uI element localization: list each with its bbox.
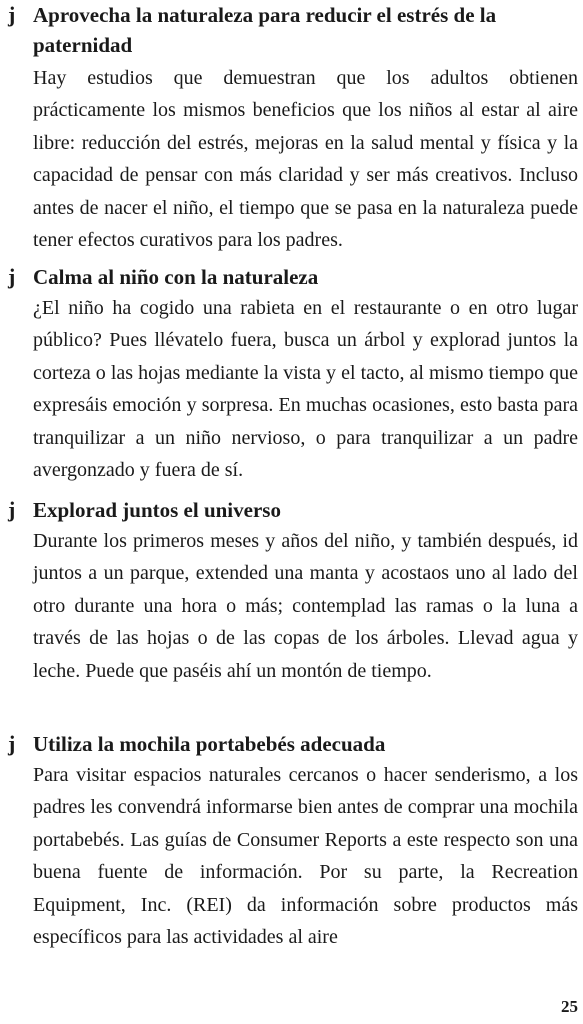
section-paragraph: Para visitar espacios naturales cercanos o hacer senderismo, a los padres les convendrá informarse bien antes de comprar una mochila portabebés. Las guías de Consumer Reports a este respecto son una buena fuente de información. Por su parte, la Recreation Equipment, Inc. (REI) da información sobre productos más específicos para las actividades al aire — [33, 764, 578, 949]
section-paragraph: Durante los primeros meses y años del niño, y también después, id juntos a un parque, extended una manta y acostaos uno al lado del otro durante una hora o más; contemplad las ramas o la luna a través de las hojas o de las copas de los árboles. Llevad agua y leche. Puede que paséis ahí un montón de tiempo. — [33, 530, 578, 682]
section-heading: Explorad juntos el universo — [33, 498, 281, 522]
bullet-glyph: j — [8, 497, 16, 522]
section-paragraph: Hay estudios que demuestran que los adultos obtienen prácticamente los mismos beneficios que los niños al estar al aire libre: reducción del estrés, mejoras en la salud mental y física y la capacidad de pensar con más claridad y ser más creativos. Incluso antes de nacer el niño, el tiempo que se pasa en la naturaleza puede tener efectos curativos para los padres. — [33, 67, 578, 252]
page-number: 25 — [561, 997, 578, 1016]
section-heading: Aprovecha la naturaleza para reducir el estrés de la paternidad — [33, 3, 497, 57]
bullet-glyph: j — [8, 731, 16, 756]
section-heading: Utiliza la mochila portabebés adecuada — [33, 732, 386, 756]
bullet-glyph: j — [8, 264, 16, 289]
section-paragraph: ¿El niño ha cogido una rabieta en el restaurante o en otro lugar público? Pues llévatelo fuera, busca un árbol y explorad juntos la corteza o las hojas mediante la vista y el tacto, al mismo tiempo que expresáis emoción y sorpresa. En muchas ocasiones, esto basta para tranquilizar a un niño nervioso, o para tranquilizar a un padre avergonzado y fuera de sí. — [33, 297, 578, 482]
section-heading: Calma al niño con la naturaleza — [33, 265, 319, 289]
bullet-glyph: j — [8, 2, 16, 27]
